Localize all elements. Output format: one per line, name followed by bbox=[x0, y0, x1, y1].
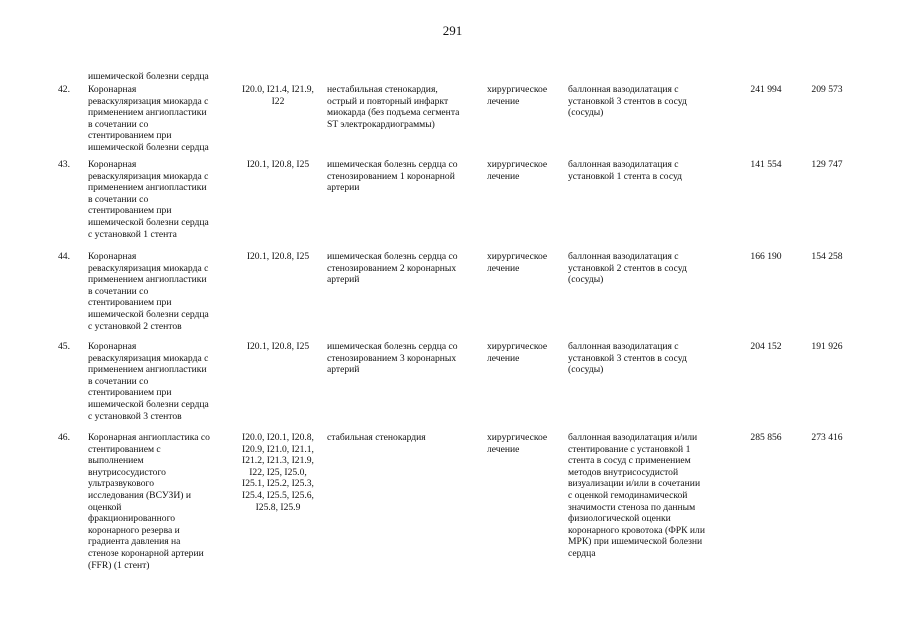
row-number: 46. bbox=[58, 432, 70, 443]
cost-value-1: 166 190 bbox=[750, 251, 782, 262]
treatment-method: баллонная вазодилатация с установкой 3 стентов в сосуд (сосуды) bbox=[568, 341, 687, 376]
cost-value-2: 191 926 bbox=[811, 341, 843, 352]
treatment-type: хирургическое лечение bbox=[487, 251, 548, 274]
treatment-method: баллонная вазодилатация с установкой 2 стентов в сосуд (сосуды) bbox=[568, 251, 687, 286]
procedure-name: Коронарная ангиопластика со стентированием с выполнением внутрисосудистого ультразвукового исследования (ВСУЗИ) и оценкой фракционированного коронарного резерва и градиента давления на стенозе коронарной артерии (FFR) (1 стент) bbox=[88, 432, 210, 571]
row-number: 42. bbox=[58, 84, 70, 95]
cost-value-2: 154 258 bbox=[811, 251, 843, 262]
row-number: 45. bbox=[58, 341, 70, 352]
cost-value-1: 204 152 bbox=[750, 341, 782, 352]
procedure-name: Коронарная реваскуляризация миокарда с применением ангиопластики в сочетании со стентированием при ишемической болезни сердца с установкой 2 стентов bbox=[88, 251, 209, 332]
patient-model: стабильная стенокардия bbox=[327, 432, 426, 443]
treatment-type: хирургическое лечение bbox=[487, 84, 548, 107]
cost-value-1: 241 994 bbox=[750, 84, 782, 95]
procedure-name: Коронарная реваскуляризация миокарда с применением ангиопластики в сочетании со стентированием при ишемической болезни сердца с установкой 3 стентов bbox=[88, 341, 209, 422]
procedure-name: Коронарная реваскуляризация миокарда с применением ангиопластики в сочетании со стентированием при ишемической болезни сердца bbox=[88, 84, 209, 153]
treatment-type: хирургическое лечение bbox=[487, 432, 548, 455]
treatment-method: баллонная вазодилатация и/или стентирование с установкой 1 стента в сосуд с применением методов внутрисосудистой визуализации и/или в сочетании с оценкой гемодинамической значимости стеноза по данным физиологической оценки коронарного кровотока (ФРК или МРК) при ишемической болезни сердца bbox=[568, 432, 705, 559]
cost-value-2: 129 747 bbox=[811, 159, 843, 170]
row-number: 44. bbox=[58, 251, 70, 262]
patient-model: ишемическая болезнь сердца со стенозированием 2 коронарных артерий bbox=[327, 251, 458, 286]
cost-value-2: 209 573 bbox=[811, 84, 843, 95]
treatment-method: баллонная вазодилатация с установкой 1 стента в сосуд bbox=[568, 159, 683, 182]
carryover-text: ишемической болезни сердца bbox=[88, 71, 209, 82]
patient-model: нестабильная стенокардия, острый и повторный инфаркт миокарда (без подъема сегмента ST электрокардиограммы) bbox=[327, 84, 460, 130]
row-number: 43. bbox=[58, 159, 70, 170]
icd-codes: I20.1, I20.8, I25 bbox=[246, 251, 310, 262]
cost-value-1: 141 554 bbox=[750, 159, 782, 170]
icd-codes: I20.0, I21.4, I21.9, I22 bbox=[242, 84, 314, 107]
icd-codes: I20.0, I20.1, I20.8, I20.9, I21.0, I21.1, I21.2, I21.3, I21.9, I22, I25, I25.0, I25.1, I25.2, I25.3, I25.4, I25.5, I25.6, I25.8, I25.9 bbox=[242, 432, 314, 513]
treatment-type: хирургическое лечение bbox=[487, 159, 548, 182]
treatment-type: хирургическое лечение bbox=[487, 341, 548, 364]
page-number: 291 bbox=[442, 23, 463, 38]
icd-codes: I20.1, I20.8, I25 bbox=[246, 341, 310, 352]
patient-model: ишемическая болезнь сердца со стенозированием 3 коронарных артерий bbox=[327, 341, 458, 376]
treatment-method: баллонная вазодилатация с установкой 3 стентов в сосуд (сосуды) bbox=[568, 84, 687, 119]
cost-value-2: 273 416 bbox=[811, 432, 843, 443]
procedure-name: Коронарная реваскуляризация миокарда с применением ангиопластики в сочетании со стентированием при ишемической болезни сердца с установкой 1 стента bbox=[88, 159, 209, 240]
cost-value-1: 285 856 bbox=[750, 432, 782, 443]
icd-codes: I20.1, I20.8, I25 bbox=[246, 159, 310, 170]
patient-model: ишемическая болезнь сердца со стенозированием 1 коронарной артерии bbox=[327, 159, 458, 194]
